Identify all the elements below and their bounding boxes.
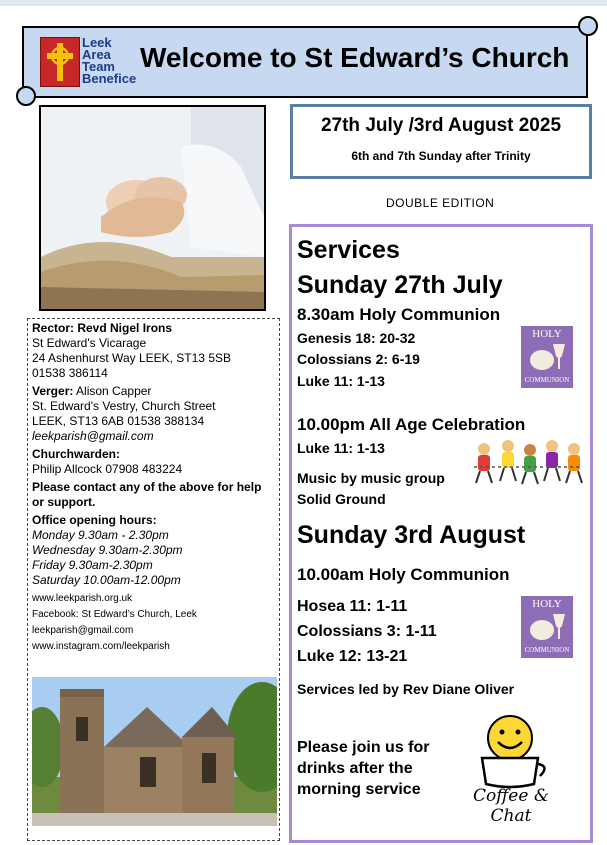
office-hours-label: Office opening hours: xyxy=(32,513,157,527)
reading: Colossians 2: 6-19 xyxy=(297,351,420,367)
holy-communion-icon: HOLY COMMUNION xyxy=(521,326,573,388)
facebook-link[interactable]: Facebook: St Edward’s Church, Leek xyxy=(32,609,197,620)
website-link[interactable]: www.leekparish.org.uk xyxy=(32,593,133,604)
reading: Luke 11: 1-13 xyxy=(297,440,385,456)
email-link-2[interactable]: leekparish@gmail.com xyxy=(32,625,134,636)
banner-scroll-roll xyxy=(16,86,36,106)
rector-label: Rector: Revd Nigel Irons xyxy=(32,321,173,335)
top-strip xyxy=(0,0,607,6)
edition-label: DOUBLE EDITION xyxy=(386,196,495,210)
church-photo xyxy=(32,677,277,826)
dancing-children-icon xyxy=(470,437,585,487)
sunday2-title: Sunday 3rd August xyxy=(297,521,526,549)
churchwarden-label: Churchwarden: xyxy=(32,447,121,461)
email-link[interactable]: leekparish@gmail.com xyxy=(32,429,154,443)
coffee-chat-logo-icon: Coffee & Chat xyxy=(450,710,572,815)
sunday1-service1: 8.30am Holy Communion xyxy=(297,305,501,324)
coffee-invite: Please join us for drinks after the morning service xyxy=(297,739,430,798)
praying-hands-photo xyxy=(39,105,266,311)
music-line: Solid Ground xyxy=(297,491,386,507)
music-line: Music by music group xyxy=(297,470,445,486)
liturgical-week: 6th and 7th Sunday after Trinity xyxy=(351,149,531,163)
sunday1-title: Sunday 27th July xyxy=(297,271,503,299)
reading: Genesis 18: 20-32 xyxy=(297,330,416,346)
instagram-link[interactable]: www.instagram.com/leekparish xyxy=(32,641,170,652)
service-dates: 27th July /3rd August 2025 xyxy=(320,115,562,136)
sunday1-service2: 10.00pm All Age Celebration xyxy=(297,415,526,434)
holy-communion-icon: HOLY COMMUNION xyxy=(521,596,573,658)
contact-info: Rector: Revd Nigel Irons St Edward's Vicarage 24 Ashenhurst Way LEEK, ST13 5SB 01538 386114 Verger: Alison Capper St. Edward's Vestry, Church Street LEEK, ST13 6AB 01538 388134 leekparish@gmail.com Churchwarden: Philip Allcock 07908 483224 Please contact any of the above for help or support. Office opening hours: Monday 9.30am - 2.30pm Wednesday 9.30am-2.30pm Friday 9.30am-2.30pm Saturday 10.00am-12.00pm www.leekparish.org.uk Facebook: St Edward’s Church, Leek leekparish@gmail.com www.instagram.com/leekparish xyxy=(32,321,276,655)
services-led-by: Services led by Rev Diane Oliver xyxy=(297,681,515,697)
benefice-logo-text: Leek Area Team Benefice xyxy=(82,35,137,86)
banner-scroll-roll xyxy=(578,16,598,36)
reading: Colossians 3: 1-11 xyxy=(297,623,437,640)
celtic-cross-logo-icon xyxy=(40,37,80,87)
sunday2-service1: 10.00am Holy Communion xyxy=(297,565,510,584)
page-title: Welcome to St Edward’s Church xyxy=(140,42,570,73)
reading: Hosea 11: 1-11 xyxy=(297,598,408,615)
verger-label: Verger: xyxy=(32,384,74,398)
reading: Luke 12: 13-21 xyxy=(297,648,408,665)
services-heading: Services xyxy=(297,236,400,264)
help-notice: Please contact any of the above for help or support. xyxy=(32,480,262,509)
reading: Luke 11: 1-13 xyxy=(297,373,385,389)
